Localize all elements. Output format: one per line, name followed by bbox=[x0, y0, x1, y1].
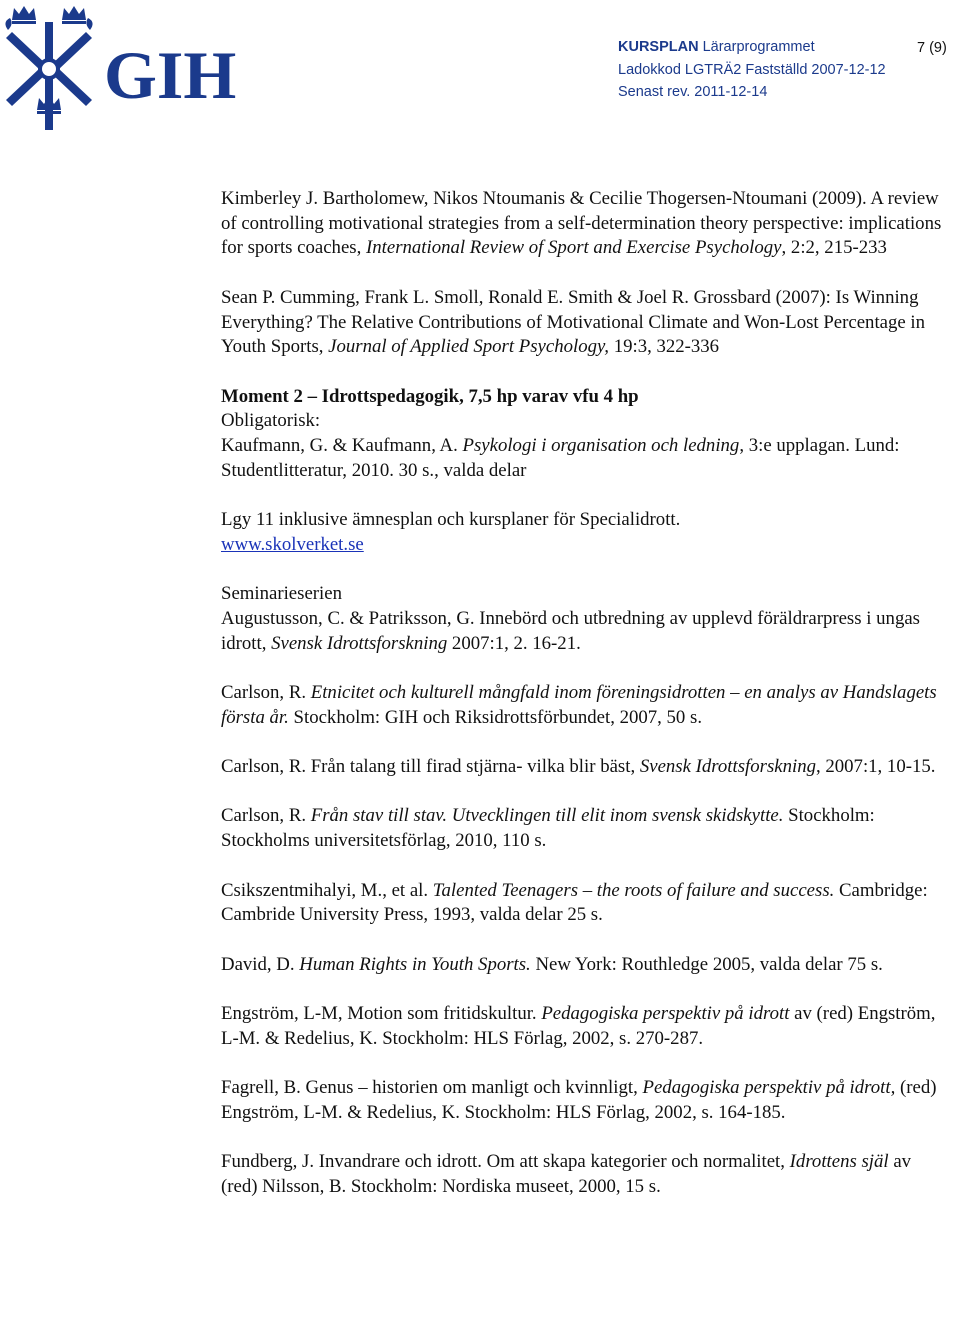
ref-details: , 2007:1, 10-15. bbox=[815, 756, 936, 778]
reference-lgy11 bbox=[221, 508, 946, 557]
page-number: 7 (9) bbox=[917, 40, 947, 56]
ref-text: Carlson, R. bbox=[221, 681, 311, 703]
reference-csikszentmihalyi bbox=[221, 879, 946, 928]
reference-fagrell bbox=[221, 1076, 946, 1125]
ref-details: Stockholm: GIH och Riksidrottsförbundet, 2007, 50 s. bbox=[288, 706, 703, 728]
ref-text: Kimberley J. Bartholomew, Nikos Ntoumanis & Cecilie Thogersen-Ntoumani (2009). A review of controlling motivational strategies from a self-determination theory perspective: implications for sports coaches, bbox=[221, 188, 942, 259]
header-ladokkod: Ladokkod LGTRÄ2 Fastställd 2007-12-12 bbox=[618, 62, 886, 78]
ref-title: Talented Teenagers – the roots of failure and success. bbox=[432, 879, 835, 901]
ref-details: av (red) Nilsson, B. Stockholm: Nordiska museet, 2000, 15 s. bbox=[221, 1151, 912, 1197]
ref-details: 19:3, 322-336 bbox=[609, 336, 720, 358]
reference-david bbox=[221, 953, 946, 978]
moment-heading: Moment 2 – Idrottspedagogik, 7,5 hp varav vfu 4 hp bbox=[221, 385, 639, 407]
ref-title: Etnicitet och kulturell mångfald inom föreningsidrotten – en analys av Handslagets första år. bbox=[221, 681, 937, 728]
ref-text: Fundberg, J. Invandrare och idrott. Om att skapa kategorier och normalitet, bbox=[221, 1151, 790, 1173]
ref-details: , 2:2, 215-233 bbox=[781, 237, 887, 259]
ref-text: Carlson, R. Från talang till firad stjärna- vilka blir bäst, bbox=[221, 756, 640, 778]
ref-text: David, D. bbox=[221, 953, 300, 975]
ref-details: 2007:1, 2. 16-21. bbox=[447, 632, 581, 654]
ref-journal: Journal of Applied Sport Psychology, bbox=[328, 336, 609, 358]
reference-augustusson bbox=[221, 607, 946, 656]
ref-title: Human Rights in Youth Sports. bbox=[299, 953, 531, 975]
reference-carlson-talang bbox=[221, 755, 946, 780]
ref-details: New York: Routhledge 2005, valda delar 75 s. bbox=[530, 953, 883, 975]
crown-icon-left bbox=[12, 6, 36, 24]
ref-journal: Svensk Idrottsforskning bbox=[271, 632, 448, 654]
ref-text: Csikszentmihalyi, M., et al. bbox=[221, 879, 433, 901]
gih-logo bbox=[0, 0, 250, 135]
ref-details: av (red) Engström, L-M. & Redelius, K. Stockholm: HLS Förlag, 2002, s. 270-287. bbox=[221, 1003, 936, 1049]
obligatorisk-label: Obligatorisk: bbox=[221, 410, 321, 432]
ref-text: Kaufmann, G. & Kaufmann, A. bbox=[221, 435, 463, 456]
reference-bartholomew bbox=[221, 187, 946, 261]
reference-kaufmann bbox=[221, 434, 946, 483]
ref-details: (red) Engström, L-M. & Redelius, K. Stockholm: HLS Förlag, 2002, s. 164-185. bbox=[221, 1077, 937, 1123]
ref-details: Cambridge: Cambride University Press, 1993, valda delar 25 s. bbox=[221, 879, 928, 926]
ref-journal: Svensk Idrottsforskning bbox=[639, 756, 816, 778]
reference-cumming bbox=[221, 286, 946, 360]
header-kursplan-label: KURSPLAN bbox=[618, 39, 699, 55]
reference-carlson-etnicitet bbox=[221, 681, 946, 730]
ref-text: Sean P. Cumming, Frank L. Smoll, Ronald E. Smith & Joel R. Grossbard (2007): Is Winning Everything? The Relative Contributions of Motivational Climate and Won-Lost Percentage in Youth Sports, bbox=[221, 286, 926, 358]
seminarieserien-label: Seminarieserien bbox=[221, 583, 342, 605]
ref-details: Stockholm: Stockholms universitetsförlag, 2010, 110 s. bbox=[221, 805, 875, 852]
header-kursplan bbox=[618, 39, 815, 55]
reference-engstrom bbox=[221, 1002, 946, 1051]
reference-list bbox=[221, 187, 946, 1200]
ref-text: Lgy 11 inklusive ämnesplan och kursplaner för Specialidrott. bbox=[221, 509, 681, 531]
reference-fundberg bbox=[221, 1150, 946, 1199]
ref-details: , 3:e upplagan. Lund: Studentlitteratur, 2010. 30 s., valda delar bbox=[221, 435, 900, 481]
ref-text: Augustusson, C. & Patriksson, G. Innebörd och utbredning av upplevd föräldrarpress i ungas idrott, bbox=[221, 607, 920, 654]
ref-journal: International Review of Sport and Exercise Psychology bbox=[366, 237, 782, 259]
ref-title: Psykologi i organisation och ledning bbox=[462, 435, 740, 456]
ref-text: Carlson, R. bbox=[221, 805, 311, 827]
ref-title: Pedagogiska perspektiv på idrott bbox=[541, 1003, 790, 1025]
reference-carlson-stav bbox=[221, 804, 946, 853]
ref-text: Fagrell, B. Genus – historien om manligt och kvinnligt, bbox=[221, 1077, 643, 1099]
header-senast-rev: Senast rev. 2011-12-14 bbox=[618, 84, 768, 100]
skolverket-link[interactable]: www.skolverket.se bbox=[221, 533, 364, 555]
ref-title: Idrottens själ bbox=[789, 1151, 889, 1173]
gih-wordmark: GIH bbox=[104, 37, 237, 113]
header-program: Lärarprogrammet bbox=[702, 39, 815, 55]
ref-title: Pedagogiska perspektiv på idrott, bbox=[642, 1077, 896, 1099]
ref-title: Från stav till stav. Utvecklingen till elit inom svensk skidskytte. bbox=[310, 805, 784, 827]
crown-icon-right bbox=[62, 6, 86, 24]
ref-text: Engström, L-M, Motion som fritidskultur. bbox=[221, 1003, 542, 1025]
